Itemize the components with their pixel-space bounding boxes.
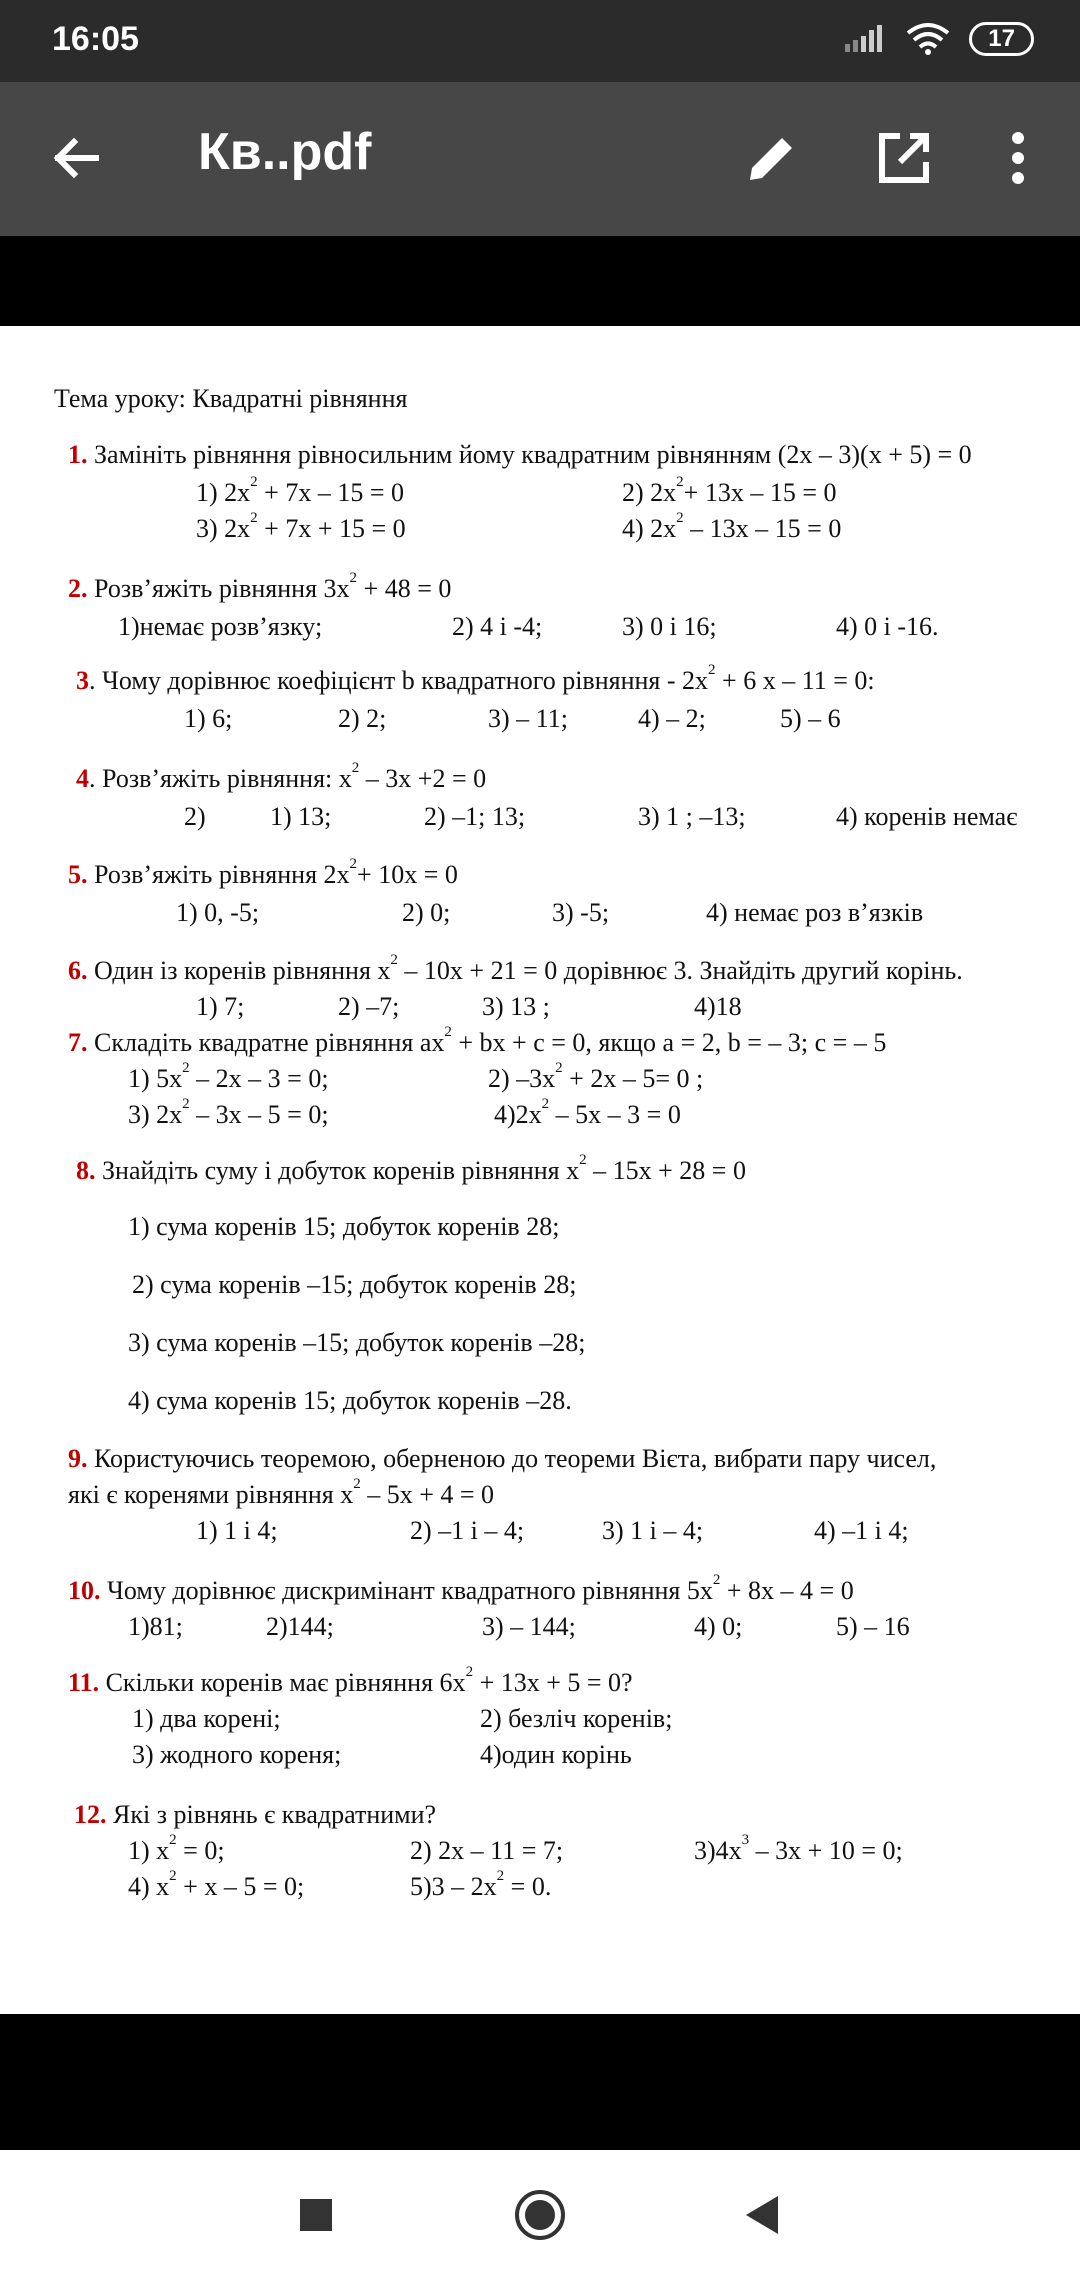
- q11-option-4: 4)один корінь: [480, 1740, 632, 1769]
- square-icon: [298, 2197, 334, 2233]
- back-button[interactable]: [40, 122, 112, 194]
- back-nav-button[interactable]: [722, 2180, 802, 2250]
- question-2: 2. Розв’яжіть рівняння $3x^2 + 48 = 0$: [68, 570, 452, 603]
- q2-option-1: 1)немає розв’язку;: [118, 612, 323, 641]
- q4-option-4: 4) коренів немає: [836, 802, 1018, 831]
- pencil-icon: [744, 130, 800, 186]
- q7-option-2: 2) $-3x^2 + 2x - 5= 0$ ;: [488, 1060, 704, 1093]
- edit-button[interactable]: [736, 122, 808, 194]
- q12-option-5: $5)3 - 2x^2 = 0$.: [410, 1868, 552, 1901]
- q4-stray-label: 2): [184, 802, 206, 831]
- home-button[interactable]: [500, 2180, 580, 2250]
- q8-option-4: 4) сума коренів 15; добуток коренів –28.: [128, 1386, 572, 1415]
- question-7: 7. Складіть квадратне рівняння $ax^2$ + bx + c = 0, якщо a = 2, b = – 3; c = – 5: [68, 1024, 887, 1057]
- question-10: 10. Чому дорівнює дискримінант квадратного рівняння $5x^2 + 8x - 4 = 0$: [68, 1572, 854, 1605]
- q10-option-1: 1)81;: [128, 1612, 183, 1641]
- lesson-topic: Тема уроку: Квадратні рівняння: [54, 384, 408, 413]
- question-5: 5. Розв’яжіть рівняння $2x^2+ 10x = 0$: [68, 856, 458, 889]
- q2-option-3: 3) 0 і 16;: [622, 612, 717, 641]
- q12-option-4: 4) $x^2 + x - 5 = 0$;: [128, 1868, 305, 1901]
- q3-option-4: 4) – 2;: [638, 704, 706, 733]
- question-9-line-2: які є коренями рівняння $x^2 - 5x + 4 = 0$: [68, 1476, 495, 1509]
- q8-option-2: 2) сума коренів –15; добуток коренів 28;: [132, 1270, 577, 1299]
- triangle-back-icon: [742, 2194, 782, 2236]
- q12-option-1: 1) $x^2 = 0$;: [128, 1832, 225, 1865]
- status-time: 16:05: [52, 20, 139, 58]
- status-icons: [843, 22, 1034, 56]
- q6-option-3: 3) 13 ;: [482, 992, 550, 1021]
- q8-option-3: 3) сума коренів –15; добуток коренів –28;: [128, 1328, 586, 1357]
- q8-option-1: 1) сума коренів 15; добуток коренів 28;: [128, 1212, 560, 1241]
- q5-option-3: 3) -5;: [552, 898, 610, 927]
- open-external-button[interactable]: [868, 122, 940, 194]
- viewer-top-margin: [0, 236, 1080, 326]
- q3-option-5: 5) – 6: [780, 704, 841, 733]
- q4-option-1: 1) 13;: [270, 802, 332, 831]
- open-in-new-icon: [876, 130, 932, 186]
- q5-option-1: 1) 0, -5;: [176, 898, 260, 927]
- more-options-button[interactable]: [982, 122, 1054, 194]
- q3-option-2: 2) 2;: [338, 704, 387, 733]
- question-12: 12. Які з рівнянь є квадратними?: [74, 1800, 437, 1829]
- q12-option-3: $3)4x^3 - 3x + 10 = 0$;: [694, 1832, 903, 1865]
- q9-option-1: 1) 1 і 4;: [196, 1516, 278, 1545]
- q6-option-1: 1) 7;: [196, 992, 245, 1021]
- q5-option-2: 2) 0;: [402, 898, 451, 927]
- q9-option-4: 4) –1 і 4;: [814, 1516, 909, 1545]
- q1-option-4: 4) $2x^2 - 13x - 15 = 0$: [622, 510, 842, 543]
- viewer-bottom-margin: [0, 2014, 1080, 2150]
- q4-option-2: 2) –1; 13;: [424, 802, 526, 831]
- signal-icon: [843, 24, 887, 54]
- q7-option-4: $4)2x^2 - 5x - 3 = 0$: [494, 1096, 681, 1129]
- q6-option-4: 4)18: [694, 992, 742, 1021]
- question-1: 1. Замініть рівняння рівносильним йому квадратним рівнянням (2x – 3)(x + 5) = 0: [68, 440, 972, 469]
- home-circle-icon: [512, 2187, 568, 2243]
- q2-option-4: 4) 0 і -16.: [836, 612, 939, 641]
- pdf-page[interactable]: [0, 326, 1080, 2014]
- question-11: 11. Скільки коренів має рівняння $6x^2 + 13x + 5 = 0$?: [68, 1664, 633, 1697]
- q1-option-2: 2) $2x^2+ 13x - 15 = 0$: [622, 474, 837, 507]
- document-title: Кв..pdf: [198, 123, 372, 181]
- q3-option-3: 3) – 11;: [488, 704, 568, 733]
- status-bar: [0, 0, 1080, 82]
- q10-option-3: 3) – 144;: [482, 1612, 576, 1641]
- app-bar: [0, 82, 1080, 236]
- q3-option-1: 1) 6;: [184, 704, 233, 733]
- q11-option-2: 2) безліч коренів;: [480, 1704, 673, 1733]
- more-vert-icon: [1008, 130, 1028, 186]
- wifi-icon: [905, 22, 951, 56]
- question-6: 6. Один із коренів рівняння $x^2 - 10x + 21 = 0$ дорівнює 3. Знайдіть другий корінь.: [68, 952, 963, 985]
- recents-button[interactable]: [276, 2180, 356, 2250]
- q1-option-1: 1) $2x^2 + 7x - 15 = 0$: [196, 474, 404, 507]
- q7-option-1: 1) $5x^2 - 2x - 3 = 0$;: [128, 1060, 329, 1093]
- system-nav-bar: [0, 2150, 1080, 2280]
- q1-option-3: 3) $2x^2 + 7x + 15 = 0$: [196, 510, 406, 543]
- q12-option-2: 2) 2x – 11 = 7;: [410, 1836, 564, 1865]
- q10-option-4: 4) 0;: [694, 1612, 743, 1641]
- q10-option-2: 2)144;: [266, 1612, 334, 1641]
- q9-option-2: 2) –1 і – 4;: [410, 1516, 525, 1545]
- battery-indicator: 17: [969, 22, 1034, 56]
- question-9: 9. Користуючись теоремою, оберненою до теореми Вієта, вибрати пару чисел,: [68, 1444, 937, 1473]
- arrow-back-icon: [50, 132, 102, 184]
- q2-option-2: 2) 4 і -4;: [452, 612, 543, 641]
- q10-option-5: 5) – 16: [836, 1612, 910, 1641]
- q11-option-1: 1) два корені;: [132, 1704, 281, 1733]
- question-3: 3. Чому дорівнює коефіцієнт b квадратного рівняння - $2x^2 + 6$ x – 11 = 0:: [76, 662, 875, 695]
- question-8: 8. Знайдіть суму і добуток коренів рівняння $x^2 - 15x + 28 = 0$: [76, 1152, 746, 1185]
- q5-option-4: 4) немає роз в’язків: [706, 898, 924, 927]
- q9-option-3: 3) 1 і – 4;: [602, 1516, 704, 1545]
- question-4: 4. Розв’яжіть рівняння: $x^2 - 3x +2 = 0$: [76, 760, 487, 793]
- q11-option-3: 3) жодного кореня;: [132, 1740, 342, 1769]
- q6-option-2: 2) –7;: [338, 992, 400, 1021]
- q7-option-3: 3) $2x^2 - 3x - 5 = 0$;: [128, 1096, 329, 1129]
- q4-option-3: 3) 1 ; –13;: [638, 802, 746, 831]
